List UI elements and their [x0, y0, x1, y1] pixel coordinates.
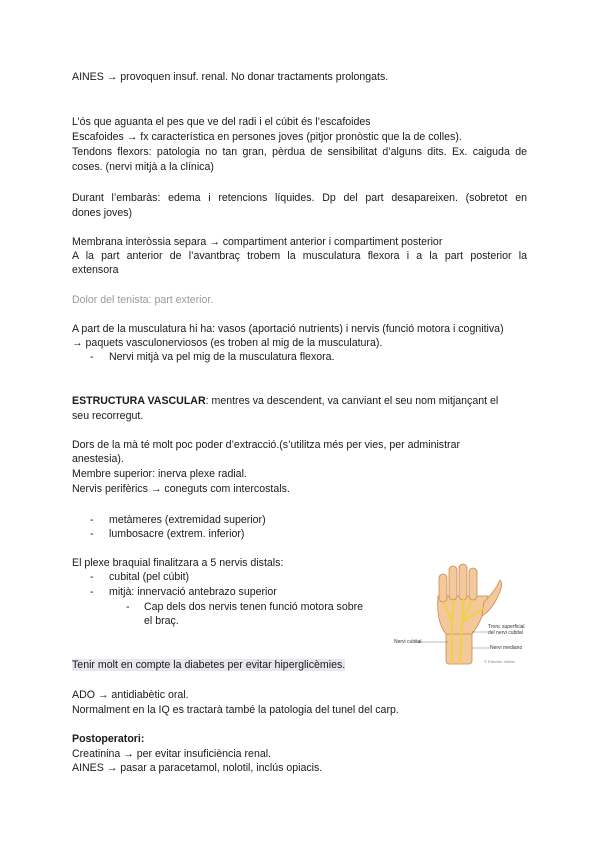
list-item: mitjà: innervació antebrazo superior	[109, 586, 277, 598]
finger-middle	[459, 564, 467, 600]
bullet-dash: -	[90, 586, 94, 598]
text-line: AINES → pasar a paracetamol, nolotil, inclús opiacis.	[72, 762, 323, 774]
finger-little	[439, 574, 447, 602]
bullet-dash: -	[90, 571, 94, 583]
text-line: coses. (nervi mitjà a la clínica)	[72, 161, 214, 173]
text-line: Nervis perifèrics → coneguts com intercostals.	[72, 483, 290, 495]
text-line: extensora	[72, 264, 119, 276]
text-line-grey: Dolor del tenista: part exterior.	[72, 294, 214, 306]
text-line: AINES → provoquen insuf. renal. No donar tractaments prolongats.	[72, 71, 389, 83]
text-line: → paquets vasculonerviosos (es troben al mig de la musculatura).	[72, 337, 383, 349]
text-line: Escafoides → fx característica en persones joves (pitjor pronòstic que la de colles).	[72, 131, 462, 143]
figure-label: Tronc superficial	[488, 624, 525, 630]
highlight-mark: Tenir molt en compte la diabetes per evitar hiperglicèmies.	[72, 659, 346, 671]
list-item: cubital (pel cúbit)	[109, 571, 190, 583]
text-line: Membrana interòssia separa → compartiment anterior i compartiment posterior	[72, 236, 443, 248]
list-item: Nervi mitjà va pel mig de la musculatura flexora.	[109, 351, 335, 363]
bullet-dash: -	[90, 528, 94, 540]
hand-nerve-illustration	[392, 562, 525, 666]
text-line: ADO → antidiabètic oral.	[72, 689, 189, 701]
figure-label: Nervi cubital	[394, 639, 422, 645]
list-item: lumbosacre (extrem. inferior)	[109, 528, 245, 540]
highlighted-line	[72, 658, 345, 672]
text-line: dones joves)	[72, 207, 133, 219]
section-heading: ESTRUCTURA VASCULAR	[72, 395, 206, 407]
figure-credit: © Elsevier. Netter	[484, 659, 516, 664]
text-line: anestesia).	[72, 453, 124, 465]
figure-label: del nervi cubital	[488, 630, 523, 636]
text-line: L’ós que aguanta el pes que ve del radi i el cúbit és l’escafoides	[72, 116, 371, 128]
list-item: Cap dels dos nervis tenen funció motora sobre	[144, 601, 364, 613]
text-line: A la part anterior de l’avantbraç trobem la musculatura flexora i a la part posterior la	[72, 250, 527, 262]
figure-label: Nervi mediano	[490, 645, 523, 651]
text-line: El plexe braquial finalitzara a 5 nervis distals:	[72, 557, 284, 569]
text-line: seu recorregut.	[72, 410, 144, 422]
text-line	[72, 394, 498, 408]
text-line: A part de la musculatura hi ha: vasos (aportació nutrients) i nervis (funció motora i cognitiva)	[72, 323, 504, 335]
text-line: Creatinina → per evitar insuficiència renal.	[72, 748, 272, 760]
section-text: : mentres va descendent, va canviant el seu nom mitjançant el	[205, 395, 499, 407]
text-line: Tendons flexors: patologia no tan gran, pèrdua de sensibilitat d’alguns dits. Ex. caiguda de	[72, 146, 527, 158]
text-line: Dors de la mà té molt poc poder d’extracció.(s’utilitza més per vies, per administrar	[72, 439, 460, 451]
bullet-dash: -	[90, 351, 94, 363]
finger-ring	[449, 566, 457, 600]
finger-index	[469, 568, 477, 600]
text-line: Membre superior: inerva plexe radial.	[72, 468, 247, 480]
section-heading: Postoperatori:	[72, 733, 145, 745]
bullet-dash: -	[90, 514, 94, 526]
text-line: Durant l’embaràs: edema i retencions líquides. Dp del part desapareixen. (sobretot en	[72, 192, 527, 204]
text-line: Normalment en la IQ es tractarà també la patologia del tunel del carp.	[72, 704, 399, 716]
list-item: metàmeres (extremidad superior)	[109, 514, 266, 526]
bullet-dash: -	[126, 601, 130, 613]
list-item: el braç.	[144, 615, 179, 627]
